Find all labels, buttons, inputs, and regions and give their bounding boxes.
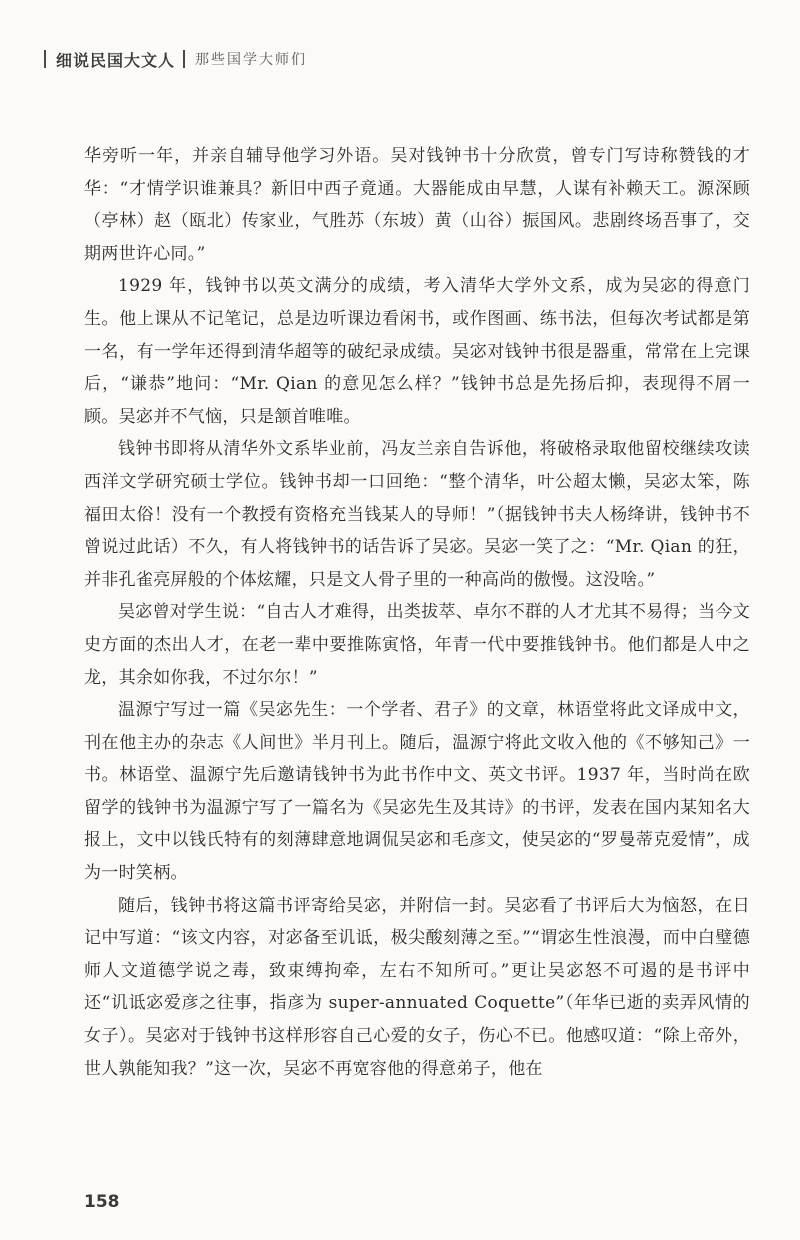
paragraph: 温源宁写过一篇《吴宓先生：一个学者、君子》的文章，林语堂将此文译成中文，刊在他主办的杂志《人间世》半月刊上。随后，温源宁将此文收入他的《不够知己》一书。林语堂、温源宁先后邀请钱钟书为此书作中文、英文书评。1937 年，当时尚在欧留学的钱钟书为温源宁写了一篇名为《吴宓先生及其诗》的书评，发表在国内某知名大报上，文中以钱氏特有的刻薄肆意地调侃吴宓和毛彦文，使吴宓的“罗曼蒂克爱情”，成为一时笑柄。 bbox=[84, 700, 750, 884]
paragraph: 吴宓曾对学生说：“自古人才难得，出类拔萃、卓尔不群的人才尤其不易得；当今文史方面的杰出人才，在老一辈中要推陈寅恪，年青一代中要推钱钟书。他们都是人中之龙，其余如你我，不过尔尔！” bbox=[84, 602, 750, 688]
header-divider bbox=[183, 50, 185, 68]
page-number: 158 bbox=[84, 1192, 120, 1212]
running-header bbox=[44, 46, 307, 72]
book-title: 细说民国大文人 bbox=[56, 50, 176, 70]
paragraph: 钱钟书即将从清华外文系毕业前，冯友兰亲自告诉他，将破格录取他留校继续攻读西洋文学研究硕士学位。钱钟书却一口回绝：“整个清华，叶公超太懒，吴宓太笨，陈福田太俗！没有一个教授有资格充当钱某人的导师！”（据钱钟书夫人杨绛讲，钱钟书不曾说过此话）不久，有人将钱钟书的话告诉了吴宓。吴宓一笑了之：“Mr. Qian 的狂，并非孔雀亮屏般的个体炫耀，只是文人骨子里的一种高尚的傲慢。这没啥。” bbox=[84, 439, 750, 590]
chapter-title: 那些国学大师们 bbox=[195, 52, 308, 68]
header-divider bbox=[44, 50, 46, 68]
paragraph: 随后，钱钟书将这篇书评寄给吴宓，并附信一封。吴宓看了书评后大为恼怒，在日记中写道：“该文内容，对宓备至讥诋，极尖酸刻薄之至。”“谓宓生性浪漫，而中白璧德师人文道德学说之毒，致束缚拘牵，左右不知所可。”更让吴宓怒不可遏的是书评中还“讥诋宓爱彦之往事，指彦为 super-annuated Coquette”（年华已逝的卖弄风情的女子）。吴宓对于钱钟书这样形容自己心爱的女子，伤心不已。他感叹道：“除上帝外，世人孰能知我？”这一次，吴宓不再宽容他的得意弟子，他在 bbox=[84, 895, 750, 1079]
paragraph: 1929 年，钱钟书以英文满分的成绩，考入清华大学外文系，成为吴宓的得意门生。他上课从不记笔记，总是边听课边看闲书，或作图画、练书法，但每次考试都是第一名，有一学年还得到清华超等的破纪录成绩。吴宓对钱钟书很是器重，常常在上完课后，“谦恭”地问：“Mr. Qian 的意见怎么样？”钱钟书总是先扬后抑，表现得不屑一顾。吴宓并不气恼，只是颔首唯唯。 bbox=[84, 276, 750, 427]
body-text bbox=[84, 140, 750, 1085]
paragraph: 华旁听一年，并亲自辅导他学习外语。吴对钱钟书十分欣赏，曾专门写诗称赞钱的才华：“才情学识谁兼具？新旧中西子竟通。大器能成由早慧，人谋有补赖天工。源深顾（亭林）赵（瓯北）传家业，气胜苏（东坡）黄（山谷）振国风。悲剧终场吾事了，交期两世许心同。” bbox=[84, 146, 750, 264]
